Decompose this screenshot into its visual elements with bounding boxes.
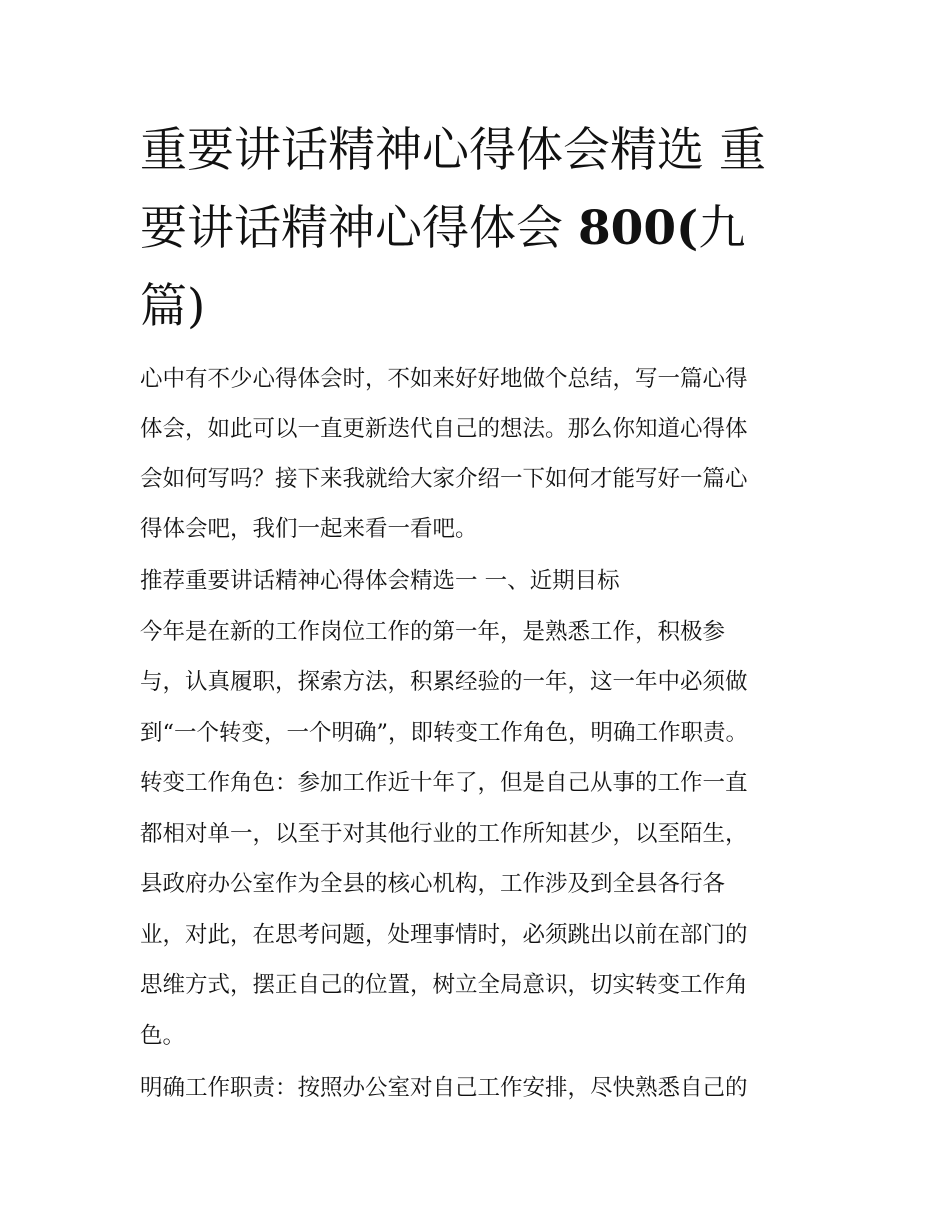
body-line: 心中有不少心得体会时，不如来好好地做个总结，写一篇心得 (140, 366, 748, 392)
body-line: 明确工作职责：按照办公室对自己工作安排，尽快熟悉自己的 (140, 1075, 748, 1101)
body-line: 会如何写吗？接下来我就给大家介绍一下如何才能写好一篇心 (140, 466, 748, 492)
document-title (140, 112, 820, 346)
body-line: 转变工作角色：参加工作近十年了，但是自己从事的工作一直 (140, 770, 748, 796)
body-line: 都相对单一，以至于对其他行业的工作所知甚少，以至陌生， (140, 821, 748, 847)
body-line: 到“一个转变，一个明确”，即转变工作角色，明确工作职责。 (140, 720, 749, 746)
section-heading: 推荐重要讲话精神心得体会精选一 一、近期目标 (140, 568, 620, 594)
title-line-1: 重要讲话精神心得体会精选 重 (140, 123, 766, 178)
title-line-3: 篇) (140, 279, 206, 334)
body-line: 业，对此，在思考问题，处理事情时，必须跳出以前在部门的 (140, 922, 748, 948)
body-line: 县政府办公室作为全县的核心机构，工作涉及到全县各行各 (140, 871, 726, 897)
body-line: 思维方式，摆正自己的位置，树立全局意识，切实转变工作角 (140, 972, 748, 998)
body-line: 得体会吧，我们一起来看一看吧。 (140, 516, 478, 542)
title-line-2-number: 800( (577, 201, 699, 256)
body-line: 与，认真履职，探索方法，积累经验的一年，这一年中必须做 (140, 669, 748, 695)
body-line: 今年是在新的工作岗位工作的第一年，是熟悉工作，积极参 (140, 619, 726, 645)
title-line-2-prefix: 要讲话精神心得体会 (140, 201, 578, 256)
body-line: 色。 (140, 1023, 186, 1049)
body-line: 体会，如此可以一直更新迭代自己的想法。那么你知道心得体 (140, 416, 748, 442)
title-line-2-suffix: 九 (698, 201, 746, 256)
